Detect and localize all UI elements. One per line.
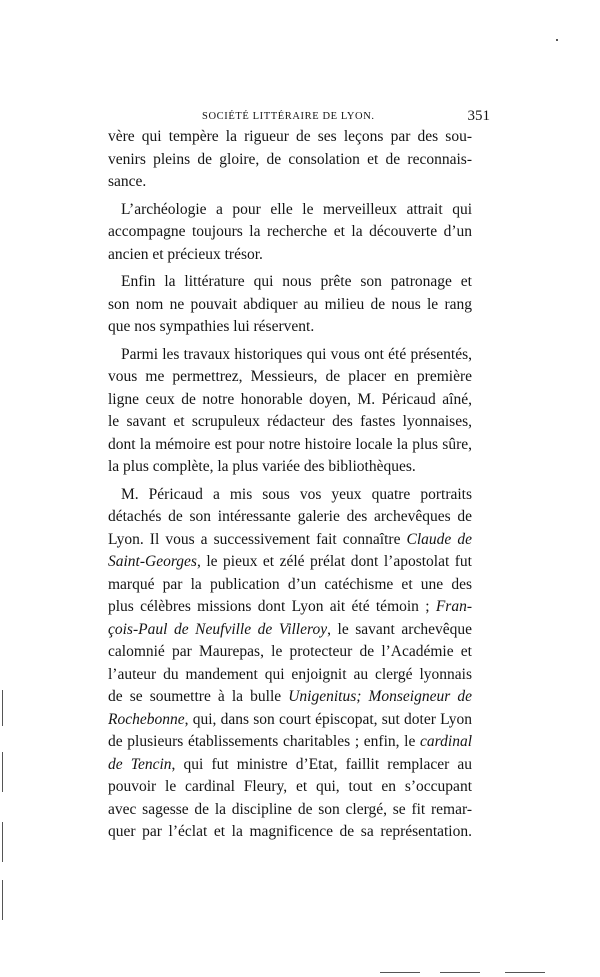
text-line: avec sagesse de la discipline de son clergé, se fit remar- xyxy=(108,800,472,818)
page-number: 351 xyxy=(467,108,490,124)
scan-mark xyxy=(2,880,3,920)
text-line: calomnié par Maurepas, le protecteur de l’Académie et xyxy=(108,643,472,660)
body-text xyxy=(108,126,472,844)
text-line: quer par l’éclat et la magnificence de sa représentation. xyxy=(108,823,472,840)
text-line: le savant et scrupuleux rédacteur des fastes lyonnaises, xyxy=(108,413,472,430)
scan-mark xyxy=(505,972,545,973)
text-line: ancien et précieux trésor. xyxy=(108,245,263,263)
text-line: Rochebonne, qui, dans son court épiscopat, sut doter Lyon xyxy=(108,710,472,728)
text-line: la plus complète, la plus variée des bibliothèques. xyxy=(108,458,416,475)
text-line: vous me permettrez, Messieurs, de placer en première xyxy=(108,368,472,385)
text-line: plus célèbres missions dont Lyon ait été témoin ; Fran- xyxy=(108,598,472,615)
text-line: Saint-Georges, le pieux et zélé prélat dont l’apostolat fut xyxy=(108,553,472,570)
text-line: Parmi les travaux historiques qui vous ont été présentés, xyxy=(121,345,472,363)
text-line: son nom ne pouvait abdiquer au milieu de nous le rang xyxy=(108,295,472,313)
scan-mark xyxy=(2,690,3,726)
text-line: sance. xyxy=(108,173,147,190)
text-line: marqué par la publication d’un catéchisme et une des xyxy=(108,575,472,593)
scan-mark xyxy=(556,39,558,41)
text-line: détachés de son intéressante galerie des archevêques de xyxy=(108,508,472,525)
scan-mark xyxy=(2,752,3,792)
text-line: accompagne toujours la recherche et la découverte d’un xyxy=(108,223,472,240)
scan-mark xyxy=(380,972,420,973)
text-line: que nos sympathies lui réservent. xyxy=(108,318,315,335)
text-line: Lyon. Il vous a successivement fait connaître Claude de xyxy=(108,530,472,548)
running-head: SOCIÉTÉ LITTÉRAIRE DE LYON. xyxy=(202,111,375,122)
text-line: çois-Paul de Neufville de Villeroy, le savant archevêque xyxy=(108,620,472,638)
text-line: l’auteur du mandement qui enjoignit au clergé lyonnais xyxy=(108,665,472,683)
text-line: de se soumettre à la bulle Unigenitus; Monseigneur de xyxy=(108,688,472,705)
text-line: dont la mémoire est pour notre histoire locale la plus sûre, xyxy=(108,435,472,453)
scan-mark xyxy=(2,822,3,862)
text-line: ligne ceux de notre honorable doyen, M. Péricaud aîné, xyxy=(108,390,472,408)
text-line: venirs pleins de gloire, de consolation et de reconnais- xyxy=(108,150,472,168)
text-line: de plusieurs établissements charitables ; enfin, le cardinal xyxy=(108,733,472,750)
text-line: de Tencin, qui fut ministre d’Etat, faillit remplacer au xyxy=(108,755,472,773)
text-line: pouvoir le cardinal Fleury, et qui, tout en s’occupant xyxy=(108,778,472,795)
text-line: M. Péricaud a mis sous vos yeux quatre portraits xyxy=(121,485,472,503)
text-line: vère qui tempère la rigueur de ses leçons par des sou- xyxy=(108,128,472,145)
scan-mark xyxy=(440,972,480,973)
text-line: Enfin la littérature qui nous prête son patronage et xyxy=(121,273,472,290)
text-line: L’archéologie a pour elle le merveilleux attrait qui xyxy=(121,200,472,218)
page-header xyxy=(110,108,490,128)
